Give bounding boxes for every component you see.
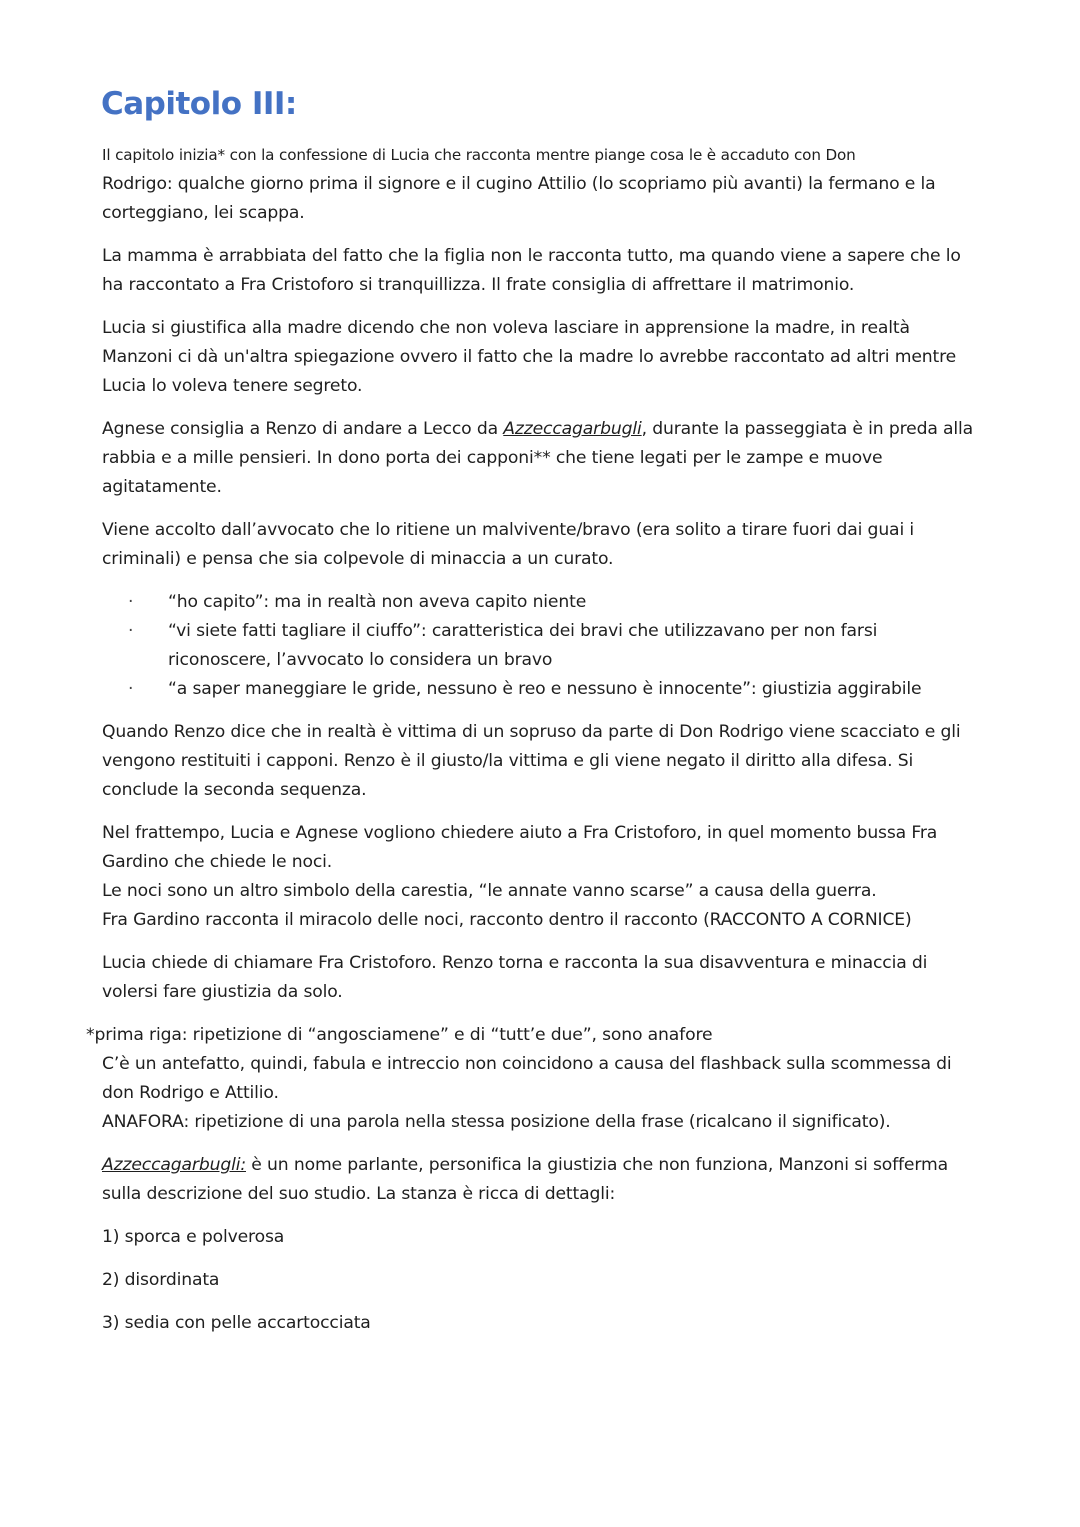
list-item: 1) sporca e polverosa <box>102 1227 285 1247</box>
paragraph-renzo-expelled: Quando Renzo dice che in realtà è vittima di un sopruso da parte di Don Rodrigo viene scacciato e gli vengono restituiti i capponi. Renzo è il giusto/la vittima e gli viene negato il diritto alla difesa. Si conclude la seconda sequenza. <box>102 722 961 800</box>
intro-rest: Rodrigo: qualche giorno prima il signore e il cugino Attilio (lo scopriamo più avanti) la fermano e la corteggiano, lei scappa. <box>102 174 936 223</box>
paragraph-fra-gardino <box>102 819 982 935</box>
paragraph-notes <box>86 1021 982 1137</box>
paragraph-lawyer: Viene accolto dall’avvocato che lo ritiene un malvivente/bravo (era solito a tirare fuori dai guai i criminali) e pensa che sia colpevole di minaccia a un curato. <box>102 520 915 569</box>
paragraph-azzeccagarbugli <box>102 1151 982 1209</box>
azzeccagarbugli-term: Azzeccagarbugli: <box>102 1155 246 1175</box>
paragraph-mother: La mamma è arrabbiata del fatto che la figlia non le racconta tutto, ma quando viene a sapere che lo ha raccontato a Fra Cristoforo si tranquillizza. Il frate consiglia di affrettare il matrimonio. <box>102 246 961 295</box>
note-first-line: *prima riga: ripetizione di “angosciamene” e di “tutt’e due”, sono anafore <box>86 1025 713 1045</box>
note-second: C’è un antefatto, quindi, fabula e intreccio non coincidono a causa del flashback sulla scommessa di don Rodrigo e Attilio. <box>102 1054 952 1103</box>
gardino-line-3: Fra Gardino racconta il miracolo delle noci, racconto dentro il racconto (RACCONTO A CORNICE) <box>102 910 912 930</box>
list-item: 2) disordinata <box>102 1270 220 1290</box>
list-item: 3) sedia con pelle accartocciata <box>102 1313 371 1333</box>
list-item: · “ho capito”: ma in realtà non aveva capito niente <box>168 588 982 617</box>
azzeccagarbugli-name: Azzeccagarbugli <box>503 419 642 439</box>
paragraph-agnese-advice <box>102 415 982 502</box>
list-item: · “vi siete fatti tagliare il ciuffo”: caratteristica dei bravi che utilizzavano per non farsi riconoscere, l’avvocato lo considera un bravo <box>168 617 982 675</box>
azzeccagarbugli-description: è un nome parlante, personifica la giustizia che non funziona, Manzoni si sofferma sulla descrizione del suo studio. La stanza è ricca di dettagli: <box>102 1155 948 1204</box>
agnese-text-before: Agnese consiglia a Renzo di andare a Lecco da <box>102 419 504 439</box>
note-third: ANAFORA: ripetizione di una parola nella stessa posizione della frase (ricalcano il significato). <box>102 1112 891 1132</box>
quotes-list <box>102 588 982 704</box>
document-body <box>86 141 982 1352</box>
paragraph-intro <box>102 141 982 228</box>
gardino-line-2: Le noci sono un altro simbolo della carestia, “le annate vanno scarse” a causa della guerra. <box>102 881 877 901</box>
paragraph-lucia-justification: Lucia si giustifica alla madre dicendo che non voleva lasciare in apprensione la madre, in realtà Manzoni ci dà un'altra spiegazione ovvero il fatto che la madre lo avrebbe raccontato ad altri mentre Lucia lo voleva tenere segreto. <box>102 318 957 396</box>
paragraph-renzo-returns: Lucia chiede di chiamare Fra Cristoforo. Renzo torna e racconta la sua disavventura e minaccia di volersi fare giustizia da solo. <box>102 953 928 1002</box>
chapter-title: Capitolo III: <box>101 86 297 122</box>
list-item: · “a saper maneggiare le gride, nessuno è reo e nessuno è innocente”: giustizia aggirabile <box>168 675 982 704</box>
gardino-line-1: Nel frattempo, Lucia e Agnese vogliono chiedere aiuto a Fra Cristoforo, in quel momento bussa Fra Gardino che chiede le noci. <box>102 823 938 872</box>
agnese-text-after: , durante la passeggiata è in preda alla rabbia e a mille pensieri. In dono porta dei capponi** che tiene legati per le zampe e muove agitatamente. <box>102 419 974 497</box>
intro-first-line: Il capitolo inizia* con la confessione di Lucia che racconta mentre piange cosa le è accaduto con Don <box>102 146 856 164</box>
